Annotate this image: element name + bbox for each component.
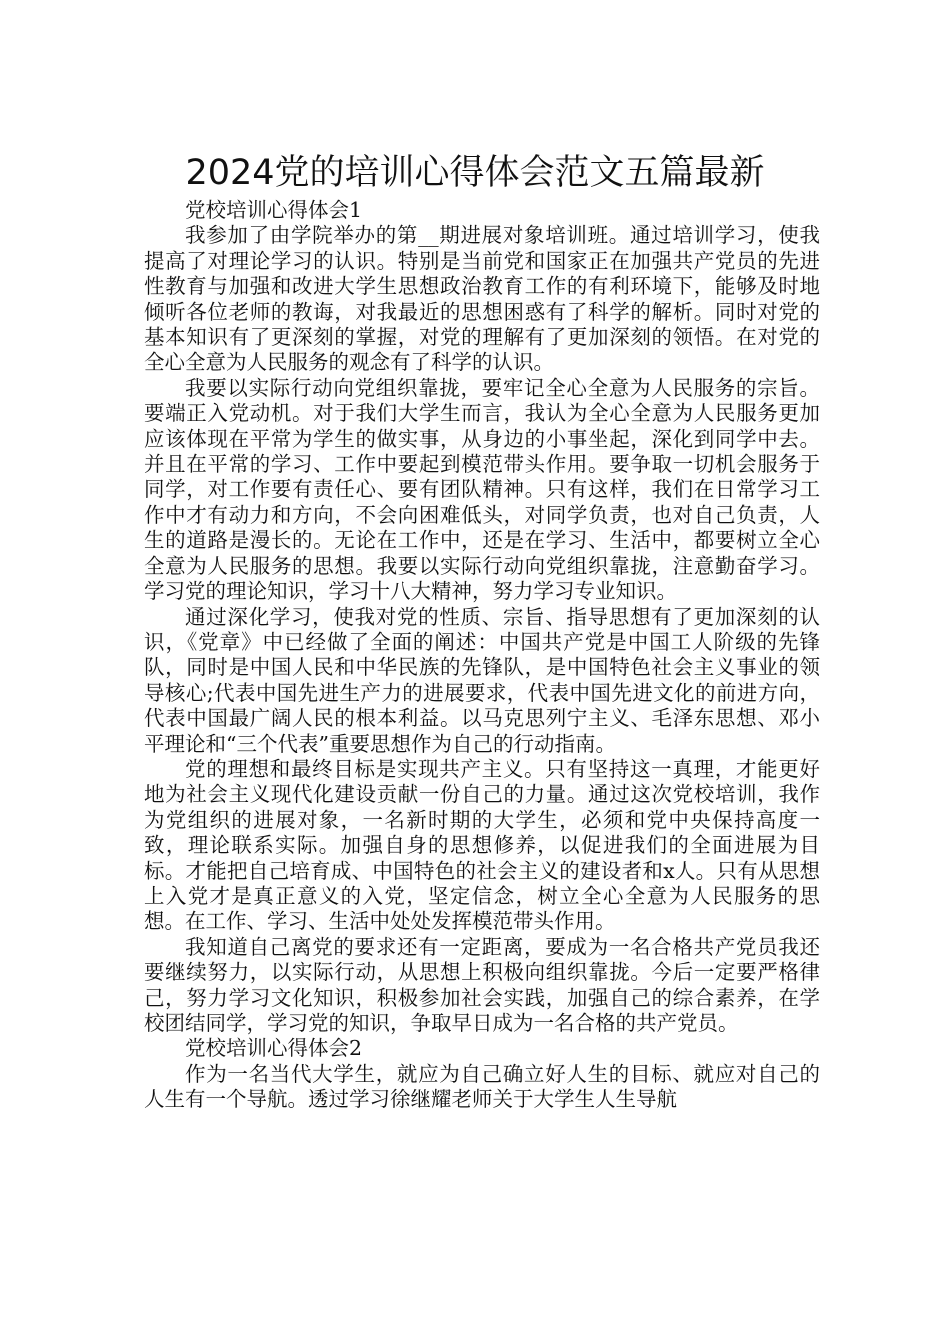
section-heading: 党校培训心得体会1	[185, 198, 363, 222]
paragraph: 我参加了由学院举办的第__期进展对象培训班。通过培训学习，使我提高了对理论学习的认识。特别是当前党和国家正在加强共产党员的先进性教育与加强和改进大学生思想政治教育工作的有利环境下，能够及时地倾听各位老师的教诲，对我最近的思想困惑有了科学的解析。同时对党的基本知识有了更深刻的掌握，对党的理解有了更加深刻的领悟。在对党的全心全意为人民服务的观念有了科学的认识。	[144, 223, 820, 375]
document-title: 2024党的培训心得体会范文五篇最新	[185, 153, 765, 194]
document-body	[144, 198, 820, 1113]
paragraph: 我知道自己离党的要求还有一定距离，要成为一名合格共产党员我还要继续努力，以实际行动，从思想上积极向组织靠拢。今后一定要严格律己，努力学习文化知识，积极参加社会实践，加强自己的综合素养，在学校团结同学，学习党的知识，争取早日成为一名合格的共产党员。	[144, 934, 820, 1035]
paragraph: 党的理想和最终目标是实现共产主义。只有坚持这一真理，才能更好地为社会主义现代化建设贡献一份自己的力量。通过这次党校培训，我作为党组织的进展对象，一名新时期的大学生，必须和党中央保持高度一致，理论联系实际。加强自身的思想修养，以促进我们的全面进展为目标。才能把自己培育成、中国特色的社会主义的建设者和x人。只有从思想上入党才是真正意义的入党，坚定信念，树立全心全意为人民服务的思想。在工作、学习、生活中处处发挥模范带头作用。	[144, 756, 820, 934]
section-heading: 党校培训心得体会2	[185, 1036, 363, 1061]
paragraph: 作为一名当代大学生，就应为自己确立好人生的目标、就应对自己的人生有一个导航。透过学习徐继耀老师关于大学生人生导航	[144, 1061, 820, 1112]
paragraph: 我要以实际行动向党组织靠拢，要牢记全心全意为人民服务的宗旨。要端正入党动机。对于我们大学生而言，我认为全心全意为人民服务更加应该体现在平常为学生的做实事，从身边的小事坐起，深化到同学中去。并且在平常的学习、工作中要起到模范带头作用。要争取一切机会服务于同学，对工作要有责任心、要有团队精神。只有这样，我们在日常学习工作中才有动力和方向，不会向困难低头，对同学负责，也对自己负责，人生的道路是漫长的。无论在工作中，还是在学习、生活中，都要树立全心全意为人民服务的思想。我要以实际行动向党组织靠拢，注意勤奋学习。学习党的理论知识，学习十八大精神，努力学习专业知识。	[144, 375, 820, 604]
paragraph: 通过深化学习，使我对党的性质、宗旨、指导思想有了更加深刻的认识，《党章》中已经做了全面的阐述：中国共产党是中国工人阶级的先锋队，同时是中国人民和中华民族的先锋队，是中国特色社会主义事业的领导核心;代表中国先进生产力的进展要求，代表中国先进文化的前进方向，代表中国最广阔人民的根本利益。以马克思列宁主义、毛泽东思想、邓小平理论和“三个代表”重要思想作为自己的行动指南。	[144, 604, 820, 756]
